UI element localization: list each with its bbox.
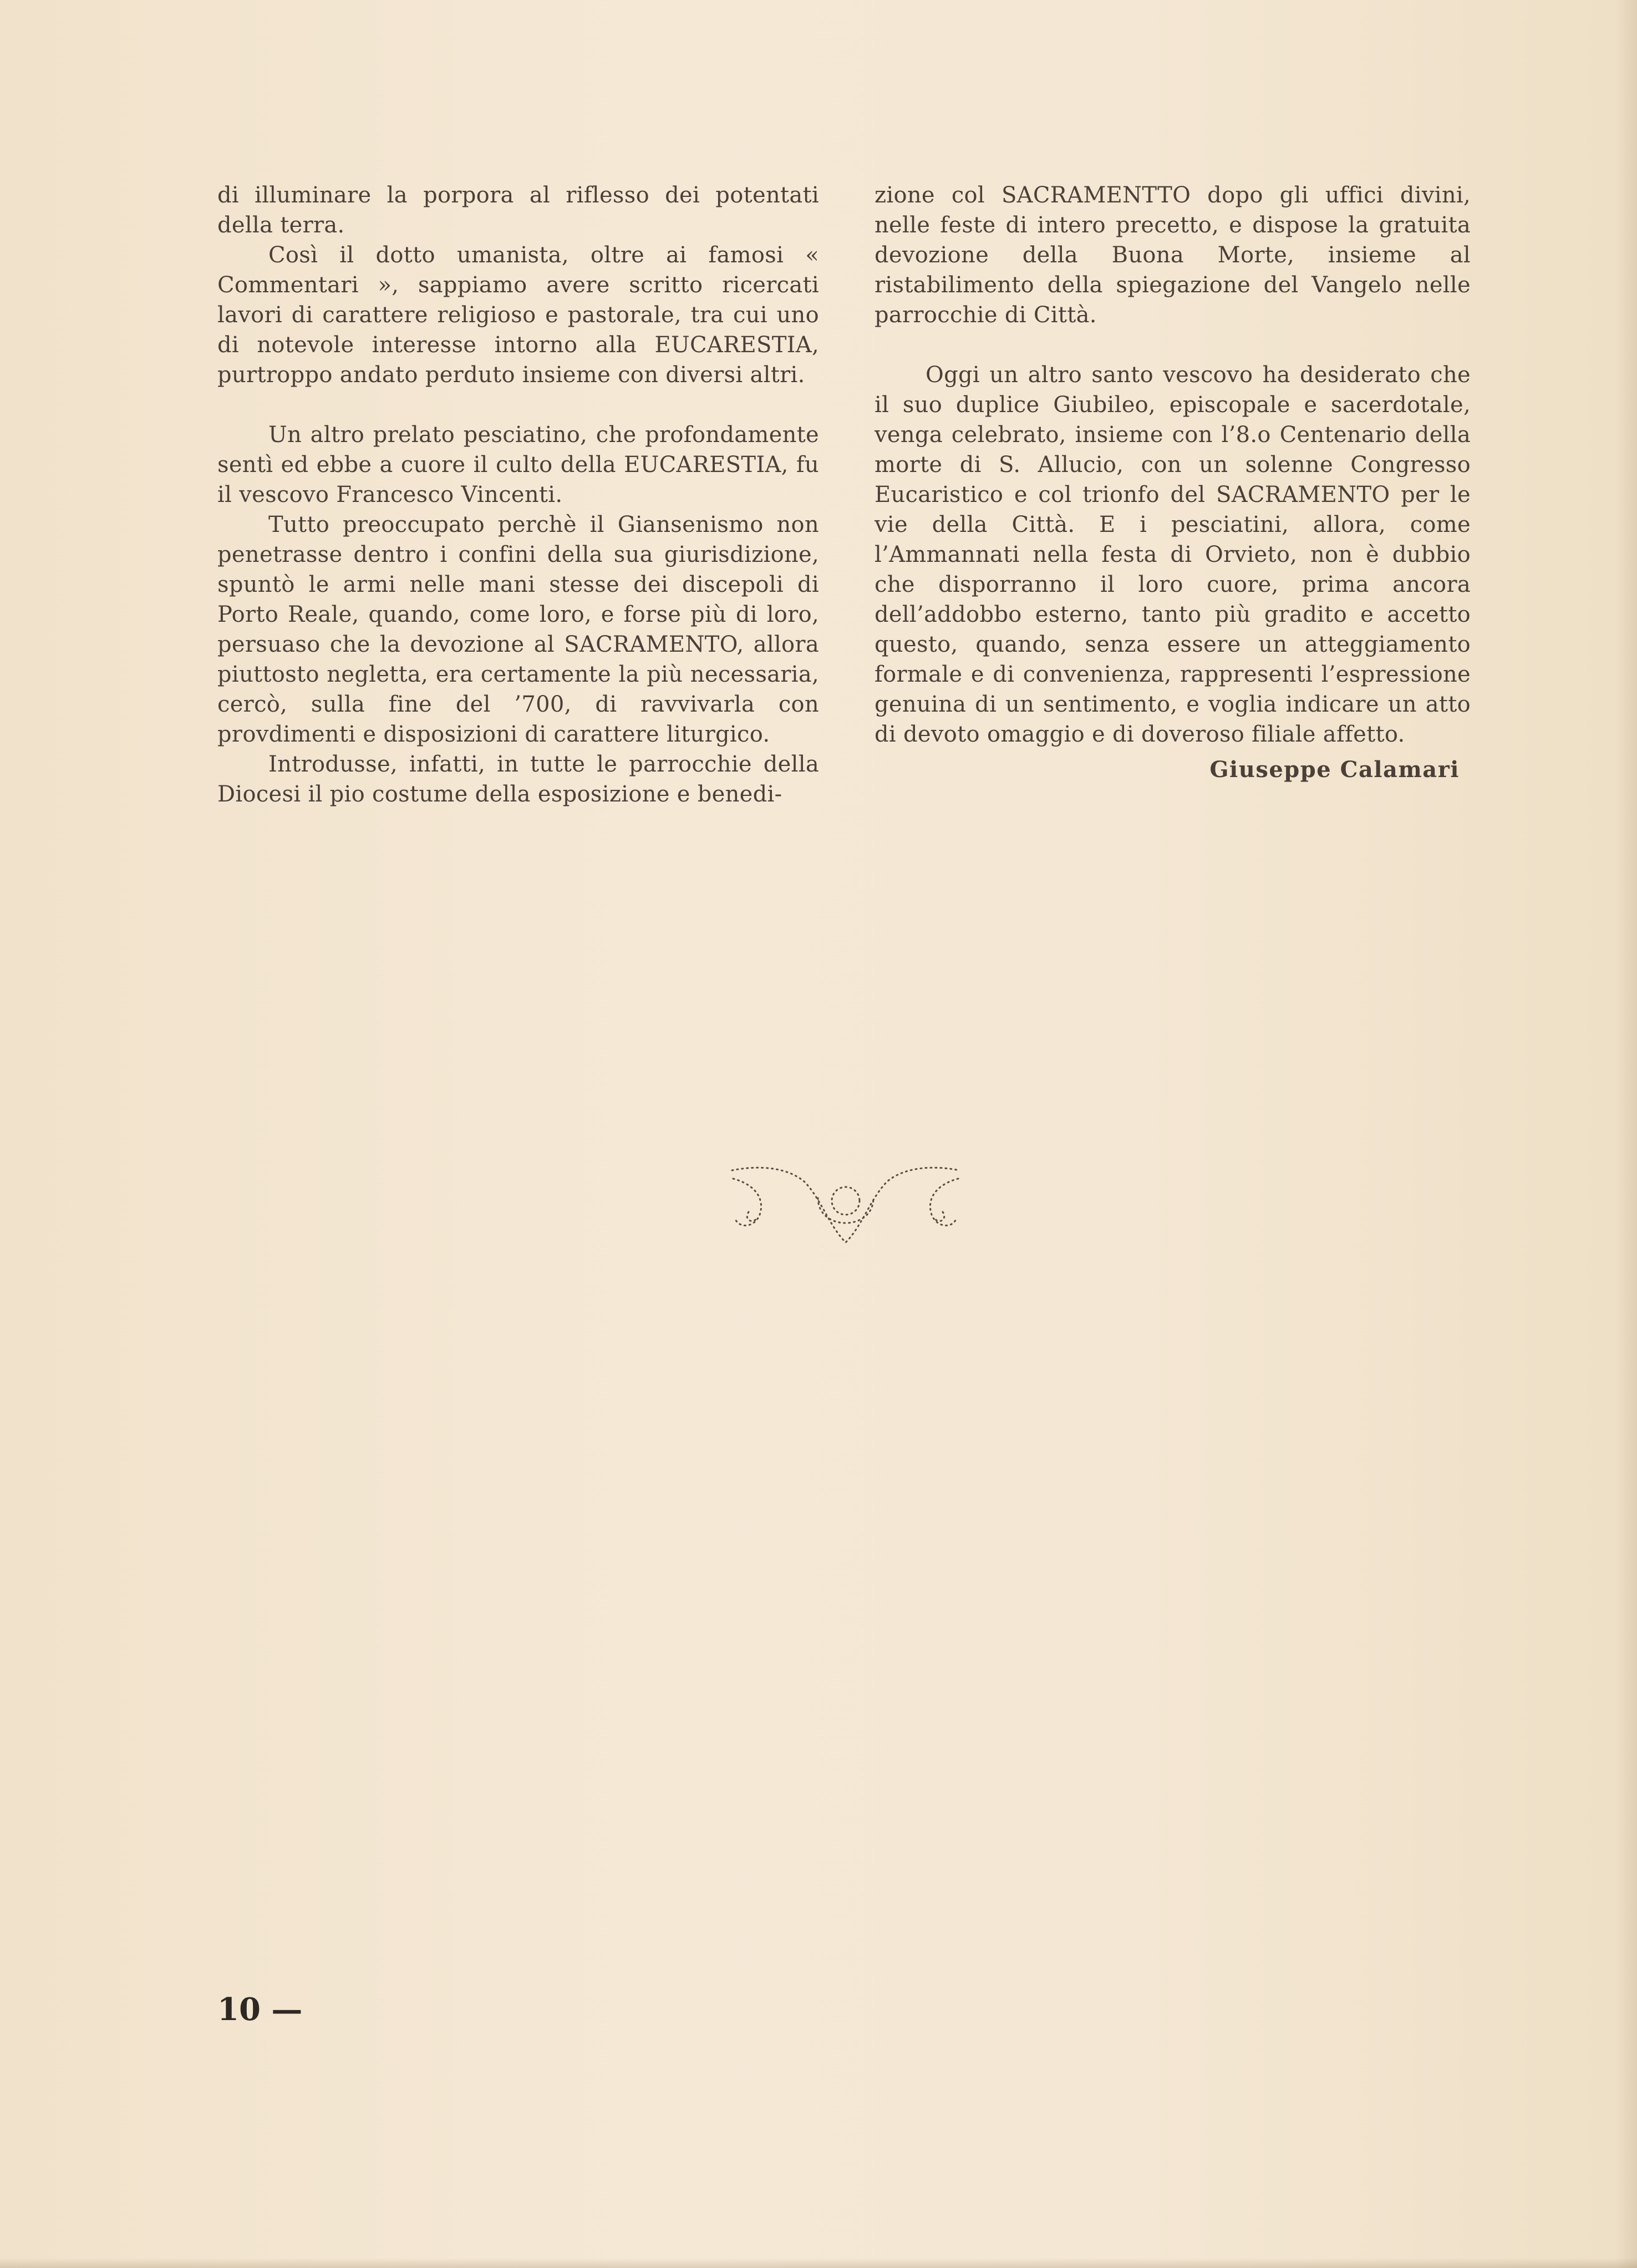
paragraph: zione col SACRAMENTTO dopo gli uffici divini, nelle feste di intero precetto, e dispose la gratuita devozione della Buona Morte, insieme al ristabilimento della spiegazione del Vangelo nelle parrocchie di Città.	[875, 182, 1471, 328]
left-column	[217, 180, 819, 809]
page-bottom-edge	[0, 2258, 1637, 2268]
paragraph: Un altro prelato pesciatino, che profondamente sentì ed ebbe a cuore il culto della EUCARESTIA, fu il vescovo Francesco Vincenti.	[217, 422, 819, 508]
page-edge-shadow	[1615, 0, 1637, 2268]
paragraph: Introdusse, infatti, in tutte le parrocchie della Diocesi il pio costume della esposizione e benedi-	[217, 752, 819, 807]
author-signature: Giuseppe Calamari	[1209, 757, 1460, 783]
paragraph: Oggi un altro santo vescovo ha desiderato che il suo duplice Giubileo, episcopale e sacerdotale, venga celebrato, insieme con l’8.o Centenario della morte di S. Allucio, con un solenne Congresso Eucaristico e col trionfo del SACRAMENTO per le vie della Città. E i pesciatini, allora, come l’Ammannati nella festa di Orvieto, non è dubbio che disporranno il loro cuore, prima ancora dell’addobbo esterno, tanto più gradito e accetto questo, quando, senza essere un atteggiamento formale e di convenienza, rappresenti l’espressione genuina di un sentimento, e voglia indicare un atto di devoto omaggio e di doveroso filiale affetto.	[875, 362, 1471, 747]
paragraph: Così il dotto umanista, oltre ai famosi « Commentari », sappiamo avere scritto ricercati lavori di carattere religioso e pastorale, tra cui uno di notevole interesse intorno alla EUCARESTIA, purtroppo andato perduto insieme con diversi altri.	[217, 242, 819, 388]
dotted-scroll-ornament-icon	[726, 1159, 965, 1259]
paragraph: di illuminare la porpora al riflesso dei potentati della terra.	[217, 182, 819, 238]
paragraph: Tutto preoccupato perchè il Giansenismo non penetrasse dentro i confini della sua giurisdizione, spuntò le armi nelle mani stesse dei discepoli di Porto Reale, quando, come loro, e forse più di loro, persuaso che la devozione al SACRAMENTO, allora piuttosto negletta, era certamente la più necessaria, cercò, sulla fine del ’700, di ravvivarla con provdimenti e disposizioni di carattere liturgico.	[217, 512, 819, 747]
page-number: 10 —	[217, 1991, 303, 2028]
right-column	[875, 180, 1471, 785]
